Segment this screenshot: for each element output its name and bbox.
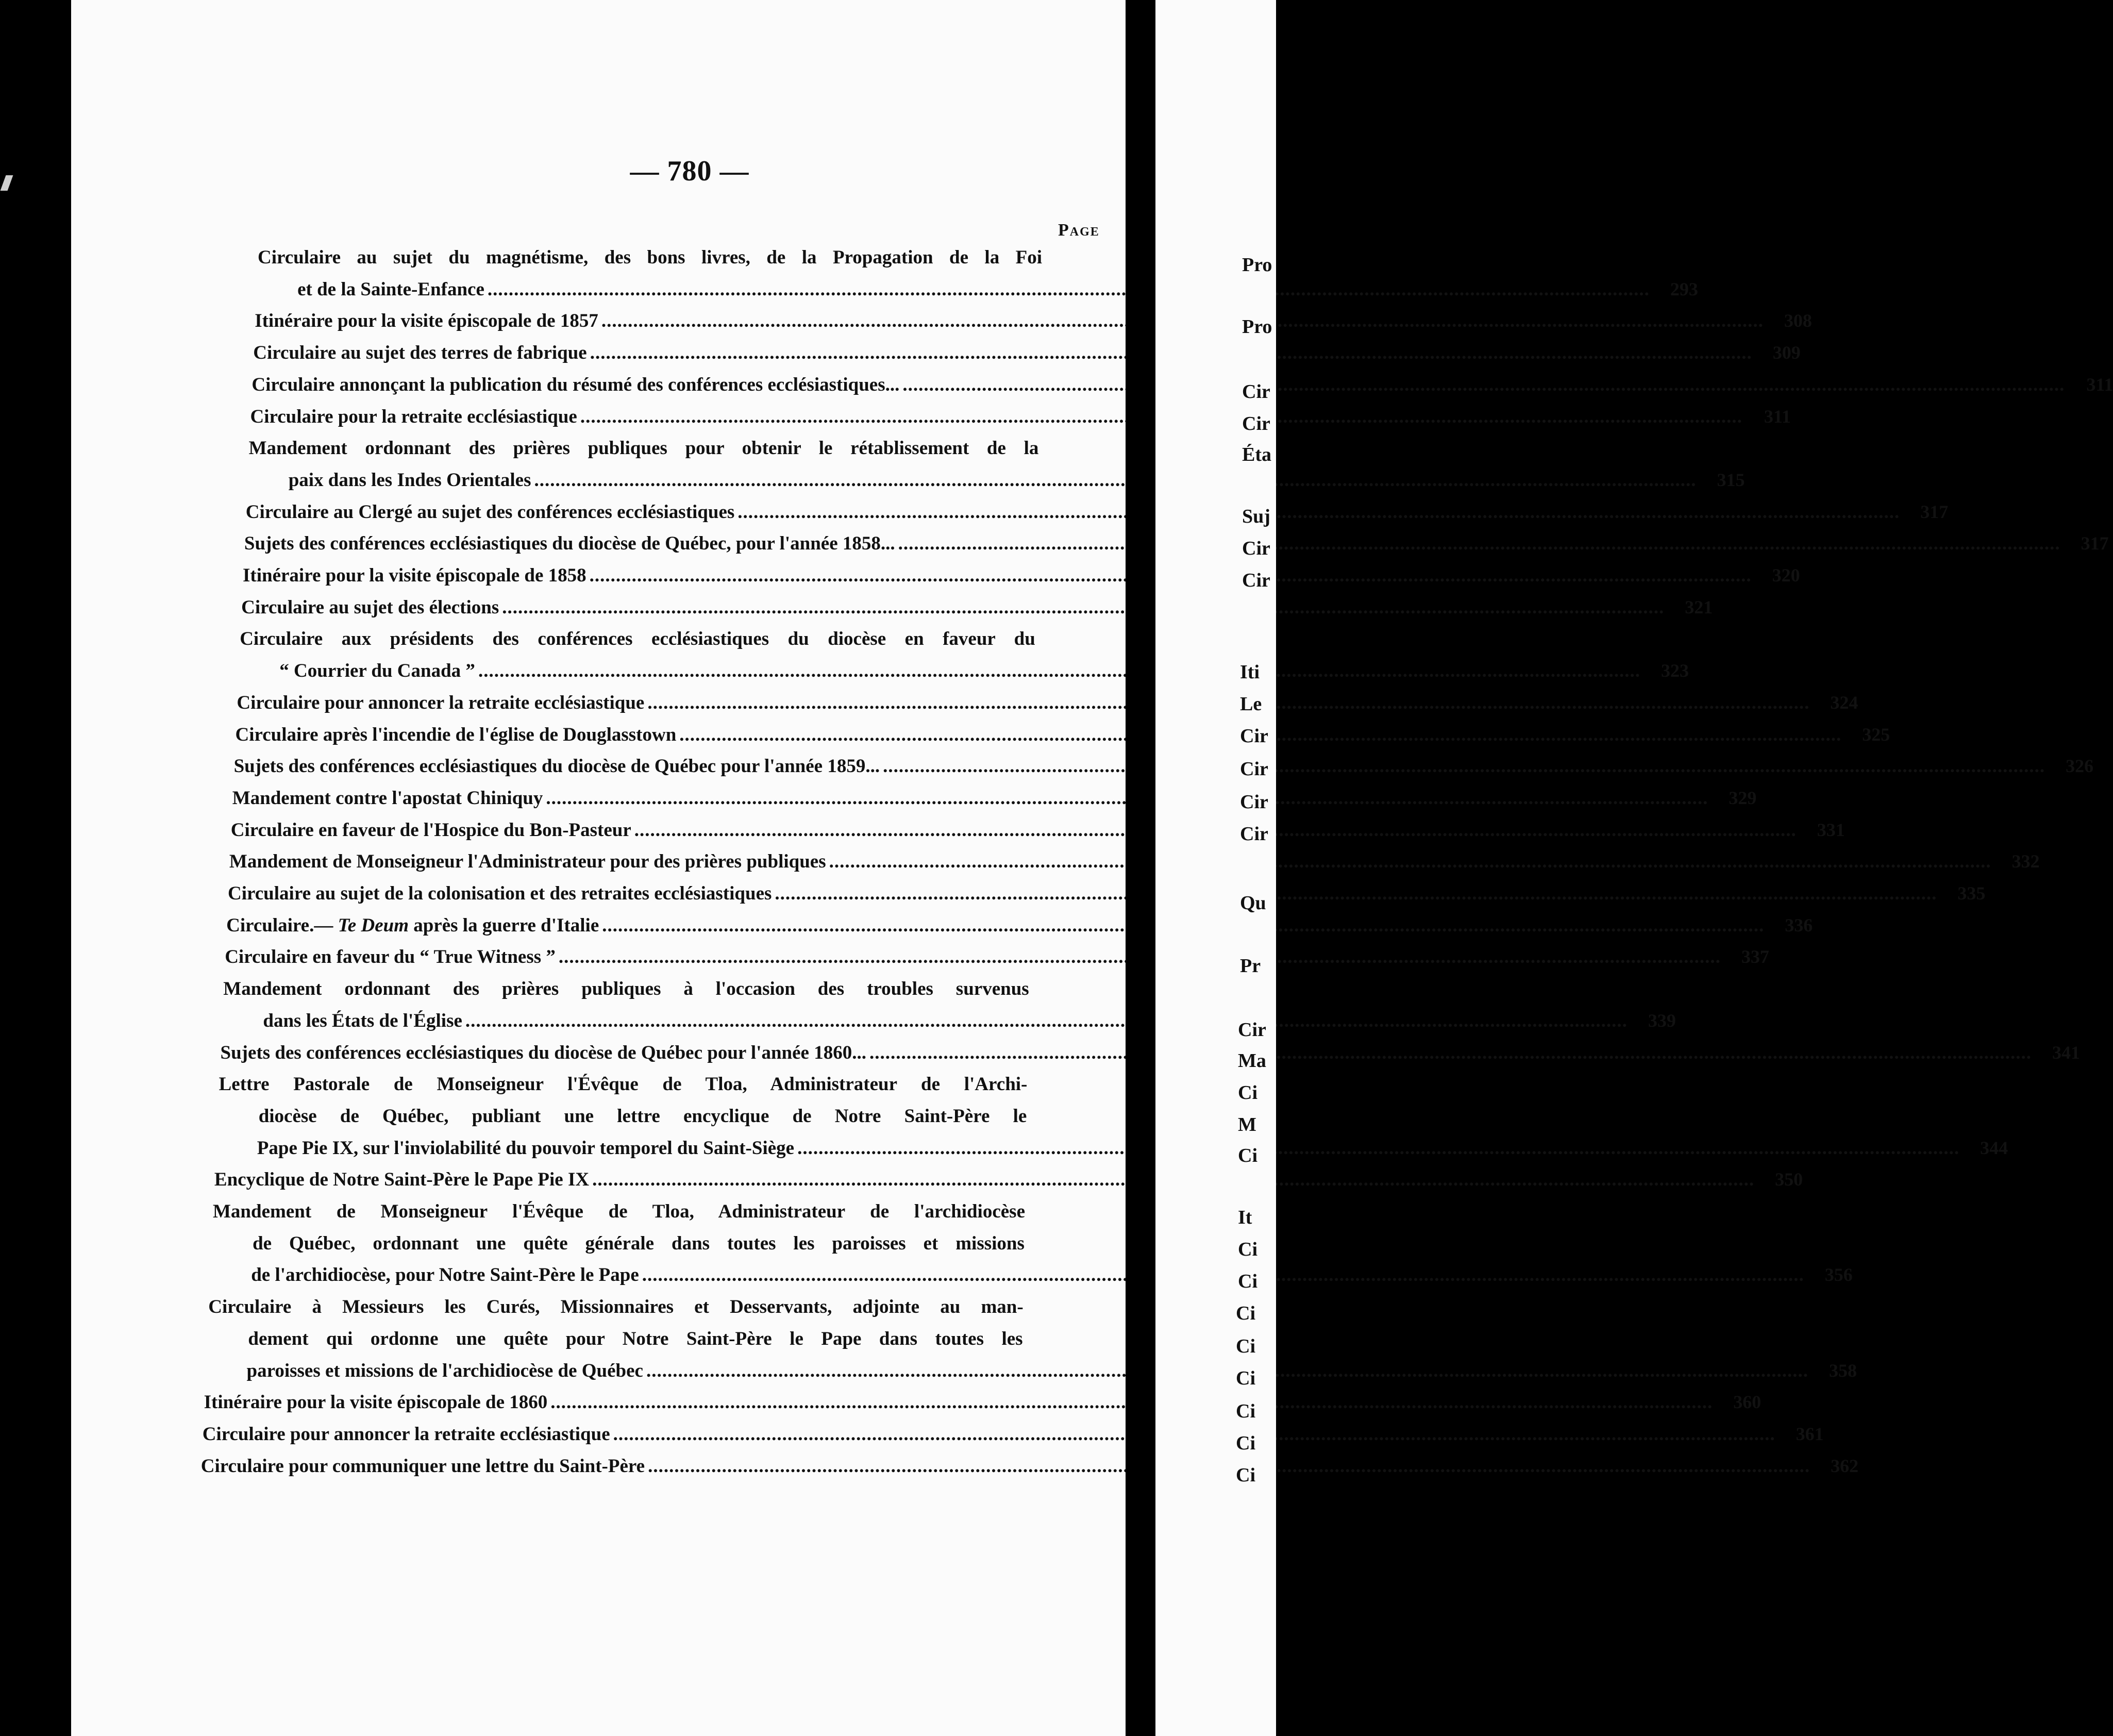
toc-entry-text: Circulaire pour communiquer une lettre du Saint-Père (200, 1455, 645, 1477)
facing-page-text: Ci (1238, 1271, 1257, 1292)
toc-page-number: 332 (2011, 851, 2040, 872)
toc-line (253, 1232, 1025, 1261)
toc-entry-text: “ Courrier du Canada ” (279, 660, 475, 682)
toc-page-number: 335 (1957, 883, 1986, 904)
toc-entry-text: dement qui ordonne une quête pour Notre Saint-Père le Pape dans toutes les (248, 1328, 1023, 1349)
facing-page-text: Cir (1242, 538, 1270, 559)
toc-line (253, 342, 1801, 371)
dot-leader (869, 1042, 2032, 1064)
toc-line (200, 1455, 1859, 1484)
facing-page-text: Pr (1240, 955, 1261, 977)
toc-entry-text: Circulaire aux présidents des conférences ecclésiastiques du diocèse en faveur du (240, 628, 1035, 650)
toc-line (245, 501, 1949, 530)
scan-border-left (0, 0, 71, 1736)
toc-entry-text: Circulaire pour annoncer la retraite ecclésiastique (202, 1423, 610, 1445)
toc-entry-text: Circulaire.— Te Deum après la guerre d'Italie (226, 914, 599, 936)
toc-page-number: 350 (1775, 1169, 1803, 1190)
toc-line (228, 882, 1986, 911)
toc-entry-text: paix dans les Indes Orientales (288, 469, 531, 491)
toc-entry-text: Circulaire au sujet des terres de fabrique (253, 342, 587, 364)
facing-page-text: Cir (1242, 570, 1270, 591)
facing-page-text: Ci (1236, 1400, 1255, 1422)
toc-line (208, 1296, 1023, 1325)
toc-line (202, 1423, 1824, 1452)
toc-page-number: 361 (1796, 1423, 1824, 1444)
toc-page-number: 339 (1648, 1010, 1676, 1031)
toc-entry-text: Mandement ordonnant des prières publiques à l'occasion des troubles survenus (223, 978, 1029, 1000)
toc-entry-text: Circulaire au sujet du magnétisme, des bons livres, de la Propagation de la Foi (258, 247, 1042, 268)
toc-entry-text: de Québec, ordonnant une quête générale dans toutes les paroisses et missions (253, 1232, 1025, 1254)
toc-entry-text: Circulaire au sujet des élections (241, 596, 499, 618)
toc-line (226, 914, 1813, 943)
dot-leader (465, 1010, 1628, 1032)
toc-line (214, 1169, 1803, 1197)
toc-entry-text: Mandement de Monseigneur l'Évêque de Tloa, Administrateur de l'archidiocèse (213, 1201, 1025, 1222)
facing-page-fragment (1155, 0, 1276, 1736)
toc-page-number: 337 (1741, 946, 1769, 967)
toc-entry-text: Itinéraire pour la visite épiscopale de 1857 (255, 310, 598, 332)
facing-page-text: Cir (1242, 381, 1270, 403)
toc-line (219, 1073, 1028, 1102)
page-number: — 780 — (630, 155, 749, 187)
toc-page-number: 336 (1785, 914, 1813, 936)
facing-page-text: Ci (1236, 1336, 1255, 1357)
toc-entry-text: Circulaire au Clergé au sujet des conférences ecclésiastiques (245, 501, 735, 523)
dot-leader (534, 469, 1696, 491)
facing-page-text: Ci (1236, 1367, 1255, 1389)
toc-entry-text: Pape Pie IX, sur l'inviolabilité du pouvoir temporel du Saint-Siège (257, 1137, 795, 1159)
toc-page-number: 324 (1830, 692, 1858, 713)
toc-line (251, 374, 2113, 403)
dot-leader (775, 882, 1937, 905)
toc-entry-text: Lettre Pastorale de Monseigneur l'Évêque de Tloa, Administrateur de l'Archi- (219, 1074, 1028, 1095)
toc-page-number: 315 (1717, 469, 1745, 490)
facing-page-text: It (1238, 1207, 1252, 1228)
toc-entry-text: Circulaire annonçant la publication du résumé des conférences ecclésiastiques... (251, 374, 900, 395)
toc-entry-text: Itinéraire pour la visite épiscopale de 1858 (243, 565, 586, 586)
toc-entry-text: Mandement de Monseigneur l'Administrateur pour des prières publiques (229, 851, 826, 873)
toc-entry-text: Circulaire pour la retraite ecclésiastique (250, 406, 577, 427)
toc-entry-text: Sujets des conférences ecclésiastiques du diocèse de Québec, pour l'année 1858... (244, 533, 895, 555)
facing-page-text: Ci (1236, 1432, 1255, 1454)
toc-page-number: 293 (1670, 278, 1698, 299)
dot-leader (502, 596, 1664, 619)
toc-page-number: 344 (1980, 1137, 2008, 1158)
facing-page-text: Ci (1236, 1303, 1255, 1324)
facing-page-text: Ci (1238, 1082, 1257, 1104)
document-page (71, 0, 2113, 1736)
toc-entry-text: Circulaire à Messieurs les Curés, Missionnaires et Desservants, adjointe au man- (208, 1296, 1024, 1318)
toc-page-number: 326 (2066, 756, 2094, 777)
toc-entry-text: Mandement ordonnant des prières publiques pour obtenir le rétablissement de la (248, 438, 1039, 459)
facing-page-text: Cir (1240, 823, 1268, 845)
dot-leader (883, 755, 2045, 777)
dot-leader (488, 278, 1650, 301)
scan-gutter (1126, 0, 1155, 1736)
dot-leader (902, 374, 2065, 396)
toc-line (288, 469, 1745, 498)
toc-page-number: 331 (1817, 819, 1845, 840)
dot-leader (797, 1137, 1959, 1159)
page-column-label: Page (1058, 221, 1100, 240)
toc-line (249, 437, 1039, 466)
toc-entry-text: Sujets des conférences ecclésiastiques du diocèse de Québec pour l'année 1859... (233, 756, 880, 777)
toc-entry-text: Circulaire pour annoncer la retraite ecclésiastique (237, 692, 645, 713)
toc-page-number: 341 (2052, 1042, 2080, 1063)
dot-leader (737, 501, 1900, 523)
toc-entry-text: Itinéraire pour la visite épiscopale de 1860 (204, 1392, 548, 1413)
facing-page-text: Qu (1240, 892, 1266, 914)
toc-line (213, 1200, 1025, 1229)
toc-entry-text: Mandement contre l'apostat Chiniquy (232, 787, 543, 809)
toc-line (230, 819, 1845, 848)
facing-page-text: Ma (1238, 1050, 1266, 1072)
dot-leader (898, 532, 2060, 555)
toc-entry-text: de l'archidiocèse, pour Notre Saint-Père le Pape (251, 1264, 639, 1286)
facing-page-text: Pro (1242, 316, 1272, 338)
dot-leader (829, 850, 1991, 873)
toc-page-number: 360 (1733, 1392, 1762, 1413)
toc-page-number: 317 (1920, 501, 1949, 522)
toc-entry-text: Circulaire en faveur de l'Hospice du Bon-Pasteur (230, 819, 631, 841)
facing-page-text: Ci (1238, 1239, 1257, 1260)
facing-page-text: Pro (1242, 254, 1272, 276)
toc-page-number: 308 (1784, 310, 1812, 331)
toc-page-number: 356 (1824, 1264, 1853, 1286)
toc-line (248, 1328, 1022, 1357)
facing-page-text: Ci (1238, 1145, 1257, 1166)
toc-page-number: 358 (1829, 1360, 1857, 1381)
facing-page-text: Suj (1242, 506, 1270, 527)
toc-page-number: 309 (1772, 342, 1801, 363)
toc-page-number: 321 (1685, 596, 1713, 617)
toc-page-number: 311 (1764, 406, 1791, 427)
toc-page-number: 317 (2081, 533, 2109, 554)
toc-line (223, 978, 1029, 1007)
toc-entry-text: paroisses et missions de l'archidiocèse de Québec (246, 1360, 643, 1381)
toc-entry-text: dans les États de l'Église (263, 1010, 462, 1031)
facing-page-text: M (1238, 1114, 1256, 1136)
toc-line (241, 596, 1713, 625)
facing-page-text: Cir (1240, 791, 1268, 813)
toc-page-number: 320 (1772, 565, 1800, 586)
toc-entry-text: diocèse de Québec, publiant une lettre encyclique de Notre Saint-Père le (258, 1105, 1027, 1127)
facing-page-text: Cir (1240, 758, 1268, 780)
facing-page-text: Iti (1240, 661, 1260, 683)
toc-line (240, 628, 1035, 657)
facing-page-text: Le (1240, 693, 1262, 715)
facing-page-text: Cir (1238, 1019, 1266, 1041)
toc-entry-text: Circulaire après l'incendie de l'église de Douglasstown (235, 724, 677, 745)
toc-line (235, 724, 1890, 753)
toc-page-number: 323 (1661, 660, 1689, 681)
toc-entry-text: Encyclique de Notre Saint-Père le Pape Pie IX (214, 1169, 590, 1191)
toc-line (258, 246, 1042, 275)
toc-line (229, 850, 2040, 879)
toc-page-number: 325 (1862, 724, 1890, 745)
facing-page-text: Cir (1240, 725, 1268, 747)
toc-line (259, 1105, 1027, 1134)
toc-page-number: 311 (2086, 374, 2113, 395)
toc-entry-text: Circulaire au sujet de la colonisation et des retraites ecclésiastiques (228, 883, 772, 904)
toc-entry-text: et de la Sainte-Enfance (297, 278, 484, 300)
dot-leader (478, 660, 1640, 682)
facing-page-text: Ci (1236, 1464, 1255, 1486)
toc-page-number: 329 (1729, 787, 1757, 808)
toc-entry-text: Circulaire en faveur du “ True Witness ” (225, 946, 556, 968)
toc-line (250, 406, 1791, 435)
facing-page-text: Éta (1242, 444, 1271, 465)
facing-page-text: Cir (1242, 413, 1270, 435)
toc-entry-text: Sujets des conférences ecclésiastiques du diocèse de Québec pour l'année 1860... (220, 1042, 866, 1063)
toc-page-number: 362 (1831, 1455, 1859, 1476)
toc-line (297, 278, 1698, 307)
